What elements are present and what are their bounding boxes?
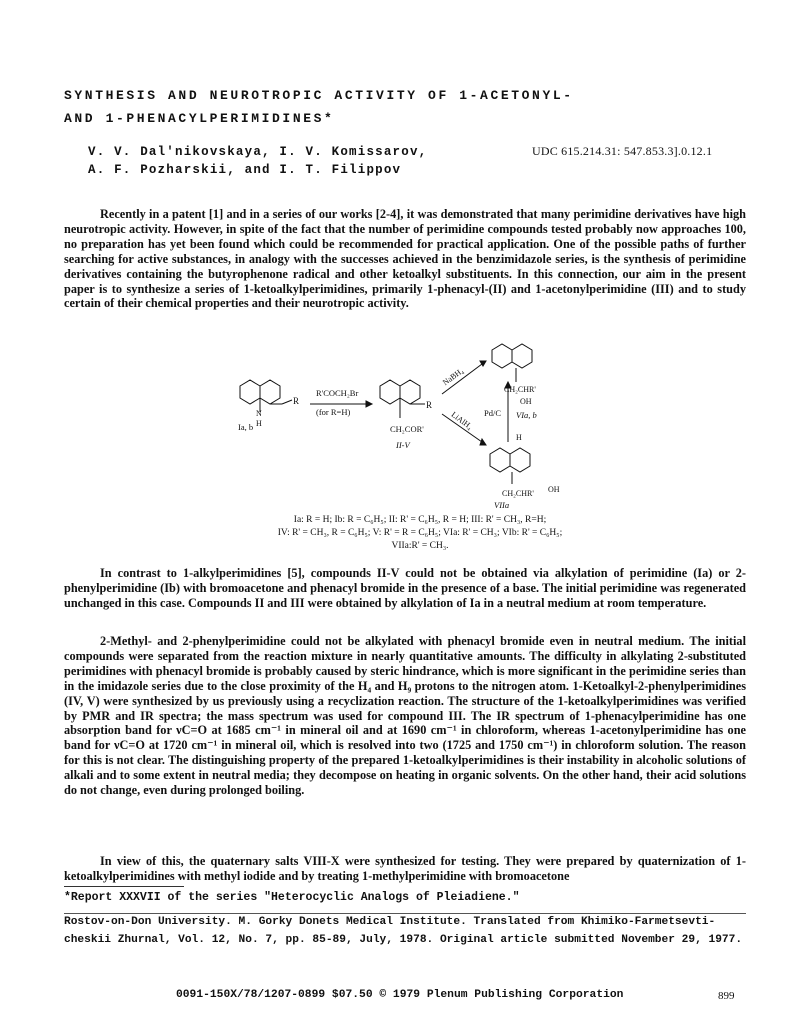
scheme-nabh4: NaBH₄	[441, 366, 466, 388]
footnote-rule	[64, 886, 184, 887]
scheme-sub-ch2chr-1: CH₂CHR'	[504, 385, 536, 394]
page-number: 899	[718, 990, 735, 1002]
scheme-label-I: Ia, b	[238, 422, 254, 432]
copyright-line: 0091-150X/78/1207-0899 $07.50 © 1979 Plenum Publishing Corporation	[176, 989, 624, 1001]
paragraph-alkylation: In contrast to 1-alkylperimidines [5], compounds II-V could not be obtained via alkylation of perimidine (Ia) or 2-phenylperimidine (Ib) with bromoacetone and phenacyl bromide in the presence of a base. The initial perimidine was regenerated unchanged in this case. Compounds II and III were obtained by alkylation of Ia in a neutral medium at room temperature.	[64, 566, 746, 610]
scheme-pdc: Pd/C	[484, 408, 502, 418]
author-list	[88, 143, 508, 179]
scheme-sub-ch2cor: CH₂COR'	[390, 424, 424, 434]
scheme-sub-R-1: R	[293, 396, 300, 406]
scheme-label-II: II-V	[396, 440, 410, 450]
legend-line-2: IV: R' = CH₃, R = C₆H₅; V: R' = R = C₆H₅; VIa: R' = CH₃; VIb: R' = C₆H₅;	[277, 528, 563, 538]
scheme-sub-R-2: R	[426, 400, 433, 410]
scheme-sub-H-2: H	[516, 433, 522, 442]
paragraph-intro: Recently in a patent [1] and in a series of our works [2-4], it was demonstrated that many perimidine derivatives have high neurotropic activity. However, in spite of the fact that the number of perimidine compounds tested probably now approaches 100, no preparation has yet been found which could be recommended for practical application. One of the possible paths of further searching for active substances, in analogy with the successes achieved in the benzimidazole series, is the synthesis of perimidine derivatives containing the butyrophenone radical and other ketoalkyl substituents. In this connection, our aim in the present paper is to synthesize a series of 1-ketoalkylperimidines, primarily 1-phenacyl-(II) and 1-acetonylperimidine (III) and to study certain of their chemical properties and their neurotropic activity.	[64, 207, 746, 311]
affiliation-line-1: Rostov-on-Don University. M. Gorky Donets Medical Institute. Translated from Khimiko-Farmetsevti-	[64, 916, 716, 928]
reaction-scheme	[220, 342, 580, 512]
scheme-label-VI: VIa, b	[516, 410, 537, 420]
scheme-reagent-note: (for R=H)	[316, 407, 351, 417]
authors-line-1: V. V. Dal'nikovskaya, I. V. Komissarov,	[88, 145, 428, 159]
paragraph-methyl: 2-Methyl- and 2-phenylperimidine could not be alkylated with phenacyl bromide even in neutral medium. The initial compounds were separated from the reaction mixture in nearly quantitative amounts. The difficulty in alkylating 2-substituted perimidines with phenacyl bromide is probably caused by steric hindrance, which is more significant in the perimidine series than in the imidazole series due to the close proximity of the H₄ and H₉ protons to the nitrogen atom. 1-Ketoalkyl-2-phenylperimidines (IV, V) were synthesized by us previously using a recyclization reaction. The structure of the 1-ketoalkylperimidines was verified by PMR and IR spectra; the mass spectrum was used for compound III. The IR spectrum of 1-phenacylperimidine has one absorption band for νC=O at 1685 cm⁻¹ in mineral oil and at 1690 cm⁻¹ in chloroform, whereas 1-acetonylperimidine has one band for νC=O at 1720 cm⁻¹ in mineral oil, which is resolved into two (1725 and 1750 cm⁻¹) in chloroform solution. The reason for this is not clear. The distinguishing property of the prepared 1-ketoalkylperimidines is their instability in alcoholic solutions of alkali and to some extent in neutral media; they decompose on heating in organic solvents. On the other hand, their acid solutions do not change, even during prolonged boiling.	[64, 634, 746, 798]
scheme-sub-ch2chr-2: CH₂CHR'	[502, 489, 534, 498]
title-line-1: SYNTHESIS AND NEUROTROPIC ACTIVITY OF 1-ACETONYL-	[64, 88, 574, 103]
legend-line-1: Ia: R = H; Ib: R = C₆H₅; II: R' = C₆H₅, R = H; III: R' = CH₃, R=H;	[293, 515, 547, 525]
scheme-label-VII: VIIa	[494, 500, 510, 510]
scheme-reagent: R'COCH₂Br	[316, 388, 359, 398]
affiliation	[64, 913, 746, 949]
scheme-lialh4: LiAlH₄	[449, 410, 474, 432]
affiliation-line-2: cheskii Zhurnal, Vol. 12, No. 7, pp. 85-89, July, 1978. Original article submitted November 29, 1977.	[64, 934, 743, 946]
footnote: *Report XXXVII of the series "Heterocyclic Analogs of Pleiadiene."	[64, 891, 520, 904]
authors-line-2: A. F. Pozharskii, and I. T. Filippov	[88, 163, 402, 177]
title-line-2: AND 1-PHENACYLPERIMIDINES*	[64, 111, 335, 126]
paragraph-quaternary: In view of this, the quaternary salts VIII-X were synthesized for testing. They were prepared by quaternization of 1-ketoalkylperimidines with methyl iodide and by treating 1-methylperimidine with bromoacetone	[64, 854, 746, 883]
scheme-legend	[240, 514, 600, 553]
udc-code: UDC 615.214.31: 547.853.3].0.12.1	[532, 144, 713, 158]
scheme-sub-oh-2: OH	[548, 485, 560, 494]
scheme-sub-N-1: N	[256, 409, 262, 418]
article-title	[64, 84, 744, 130]
legend-line-3: VIIa:R' = CH₃.	[391, 541, 449, 551]
scheme-sub-H-1: H	[256, 419, 262, 428]
scheme-sub-oh-1: OH	[520, 397, 532, 406]
